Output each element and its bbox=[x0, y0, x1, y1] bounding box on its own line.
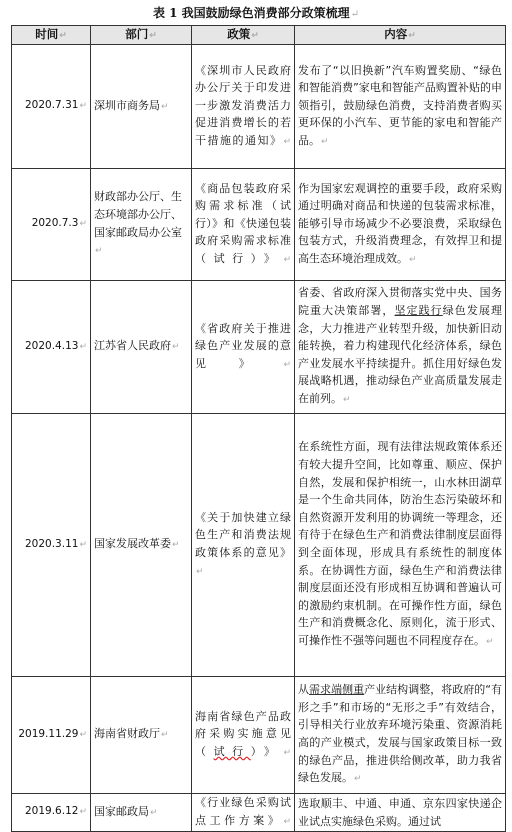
underlined-phrase: 需求端侧重 bbox=[309, 683, 365, 697]
table-row bbox=[12, 677, 506, 794]
row-policy: 《深圳市人民政府办公厅关于印发进一步激发消费活力促进消费增长的若干措施的通知》↵ bbox=[192, 45, 295, 169]
policy-table bbox=[11, 25, 506, 832]
row-date: 2020.4.13↵ bbox=[12, 281, 91, 414]
header-department: 部门↵ bbox=[91, 26, 192, 45]
row-policy: 《商品包装政府采购需求标准（试行）》和《快递包装政府采购需求标准（试行）》↵ bbox=[192, 169, 295, 281]
row-department: 海南省财政厅↵ bbox=[91, 677, 192, 794]
row-policy: 《行业绿色采购试点工作方案》↵ bbox=[192, 794, 295, 832]
header-date: 时间↵ bbox=[12, 26, 91, 45]
row-date: 2020.7.3↵ bbox=[12, 169, 91, 281]
row-content: 发布了“以旧换新”汽车购置奖励、“绿色和智能消费”家电和智能产品购置补贴的申领指引，鼓励绿色消费，支持消费者购买更环保的小汽车、更节能的家电和智能产品。↵ bbox=[295, 45, 506, 169]
row-department: 国家发展改革委↵ bbox=[91, 414, 192, 677]
row-policy: 海南省绿色产品政府采购实施意见（试行）》↵ bbox=[192, 677, 295, 794]
row-content: 在系统性方面，现有法律法规政策体系还有较大提升空间，比如尊重、顺应、保护自然，发展和保护相统一，山水林田湖草是一个生命共同体，防治生态污染破坏和自然资源开发利用的协调统一等理念，还有待于在绿色生产和消费法律制度层面得到全面体现，形成具有系统性的制度体系。在协调性方面，绿色生产和消费法律制度层面还没有形成相互协调和普遍认可的激励约束机制。在可操作性方面，绿色生产和消费概念化、原则化，流于形式、可操作性不强等问题也不同程度存在。↵ bbox=[295, 414, 506, 677]
row-content: 作为国家宏观调控的重要手段，政府采购通过明确对商品和快递的包装需求标准，能够引导市场减少不必要浪费，采取绿色包装方式，升级消费理念，有效捍卫和提高生态环境治理成效。↵ bbox=[295, 169, 506, 281]
header-policy: 政策↵ bbox=[192, 26, 295, 45]
spellcheck-flagged-word: 试行 bbox=[213, 744, 251, 758]
table-row bbox=[12, 169, 506, 281]
row-date: 2020.7.31↵ bbox=[12, 45, 91, 169]
table-caption bbox=[0, 4, 512, 22]
row-department: 深圳市商务局↵ bbox=[91, 45, 192, 169]
row-policy: 《省政府关于推进绿色产业发展的意见》↵ bbox=[192, 281, 295, 414]
table-row bbox=[12, 281, 506, 414]
row-date: 2019.11.29↵ bbox=[12, 677, 91, 794]
underlined-phrase: 坚定践行 bbox=[394, 304, 443, 318]
table-row bbox=[12, 414, 506, 677]
header-content: 内容↵ bbox=[295, 26, 506, 45]
table-caption-text: 表 1 我国鼓励绿色消费部分政策梳理 bbox=[152, 6, 350, 20]
row-policy: 《关于加快建立绿色生产和消费法规政策体系的意见》↵ bbox=[192, 414, 295, 677]
row-content: 选取顺丰、中通、申通、京东四家快递企业试点实施绿色采购。通过试 bbox=[295, 794, 506, 832]
table-header-row bbox=[12, 26, 506, 45]
row-content: 从需求端侧重产业结构调整，将政府的“有形之手”和市场的“无形之手”有效结合，引导相关行业放弃环境污染重、资源消耗高的产业模式，发展与国家政策目标一致的绿色产品，推进供给侧改革，助力我省绿色发展。↵ bbox=[295, 677, 506, 794]
row-department: 国家邮政局↵ bbox=[91, 794, 192, 832]
row-department: 江苏省人民政府↵ bbox=[91, 281, 192, 414]
row-date: 2020.3.11↵ bbox=[12, 414, 91, 677]
paragraph-mark-icon: ↵ bbox=[350, 9, 360, 20]
table-row bbox=[12, 45, 506, 169]
row-department: 财政部办公厅、生态环境部办公厅、国家邮政局办公室↵ bbox=[91, 169, 192, 281]
row-date: 2019.6.12↵ bbox=[12, 794, 91, 832]
table-row bbox=[12, 794, 506, 832]
row-content: 省委、省政府深入贯彻落实党中央、国务院重大决策部署，坚定践行绿色发展理念，大力推进产业转型升级，加快新旧动能转换，着力构建现代化经济体系，绿色产业发展水平持续提升。抓住用好绿色发展战略机遇，推动绿色产业高质量发展走在前列。↵ bbox=[295, 281, 506, 414]
